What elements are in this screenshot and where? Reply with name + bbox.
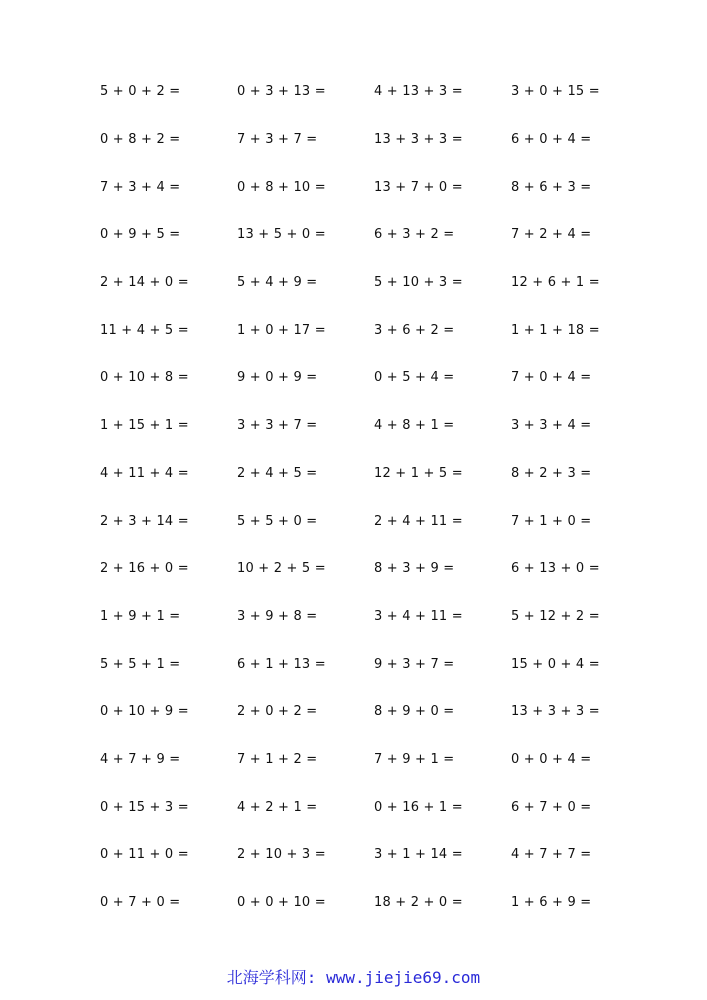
math-problem: 8 + 3 + 9 = — [374, 561, 455, 577]
math-problem: 2 + 14 + 0 = — [100, 275, 189, 291]
math-problem: 13 + 7 + 0 = — [374, 179, 463, 195]
math-problem: 7 + 1 + 2 = — [237, 751, 318, 767]
problem-row — [100, 497, 660, 545]
problem-row — [100, 402, 660, 450]
math-problem: 0 + 5 + 4 = — [374, 370, 455, 386]
math-problem: 0 + 7 + 0 = — [100, 895, 181, 911]
math-problem: 2 + 10 + 3 = — [237, 847, 326, 863]
math-problem: 2 + 0 + 2 = — [237, 704, 318, 720]
problem-row — [100, 736, 660, 784]
math-problem: 11 + 4 + 5 = — [100, 322, 189, 338]
math-problem: 7 + 2 + 4 = — [511, 227, 592, 243]
math-problem: 0 + 0 + 4 = — [511, 751, 592, 767]
math-problem: 18 + 2 + 0 = — [374, 895, 463, 911]
problem-row — [100, 450, 660, 498]
math-problem: 6 + 3 + 2 = — [374, 227, 455, 243]
math-problem: 1 + 1 + 18 = — [511, 322, 600, 338]
math-problem: 2 + 3 + 14 = — [100, 513, 189, 529]
math-problem: 4 + 13 + 3 = — [374, 84, 463, 100]
problem-row — [100, 879, 660, 927]
math-problem: 1 + 15 + 1 = — [100, 418, 189, 434]
math-problem: 4 + 8 + 1 = — [374, 418, 455, 434]
math-problem: 15 + 0 + 4 = — [511, 656, 600, 672]
problem-row — [100, 640, 660, 688]
math-problem: 5 + 0 + 2 = — [100, 84, 181, 100]
math-problem: 0 + 8 + 2 = — [100, 132, 181, 148]
problem-row — [100, 259, 660, 307]
math-problem: 4 + 7 + 7 = — [511, 847, 592, 863]
math-problem: 4 + 7 + 9 = — [100, 751, 181, 767]
math-problem: 0 + 11 + 0 = — [100, 847, 189, 863]
problem-row — [100, 783, 660, 831]
math-problem: 6 + 7 + 0 = — [511, 799, 592, 815]
math-problem: 8 + 9 + 0 = — [374, 704, 455, 720]
math-problem: 3 + 9 + 8 = — [237, 608, 318, 624]
math-problem: 12 + 1 + 5 = — [374, 465, 463, 481]
problem-row — [100, 593, 660, 641]
math-problem: 0 + 10 + 9 = — [100, 704, 189, 720]
math-problem: 6 + 0 + 4 = — [511, 132, 592, 148]
math-problem: 6 + 13 + 0 = — [511, 561, 600, 577]
problem-row — [100, 306, 660, 354]
math-problem: 5 + 10 + 3 = — [374, 275, 463, 291]
math-problem: 0 + 9 + 5 = — [100, 227, 181, 243]
problem-row — [100, 545, 660, 593]
problem-row — [100, 688, 660, 736]
math-problem: 9 + 0 + 9 = — [237, 370, 318, 386]
math-problem: 3 + 3 + 7 = — [237, 418, 318, 434]
problem-row — [100, 116, 660, 164]
math-problem: 5 + 5 + 0 = — [237, 513, 318, 529]
math-problem: 3 + 3 + 4 = — [511, 418, 592, 434]
math-problem: 3 + 6 + 2 = — [374, 322, 455, 338]
math-problem: 7 + 3 + 7 = — [237, 132, 318, 148]
math-problem: 7 + 3 + 4 = — [100, 179, 181, 195]
math-problem: 2 + 16 + 0 = — [100, 561, 189, 577]
math-problem: 13 + 3 + 3 = — [511, 704, 600, 720]
math-problem: 8 + 2 + 3 = — [511, 465, 592, 481]
math-problem: 1 + 0 + 17 = — [237, 322, 326, 338]
math-problem: 2 + 4 + 11 = — [374, 513, 463, 529]
math-problem: 3 + 4 + 11 = — [374, 608, 463, 624]
addition-worksheet — [100, 68, 660, 926]
math-problem: 3 + 0 + 15 = — [511, 84, 600, 100]
math-problem: 5 + 12 + 2 = — [511, 608, 600, 624]
math-problem: 6 + 1 + 13 = — [237, 656, 326, 672]
math-problem: 0 + 3 + 13 = — [237, 84, 326, 100]
problem-row — [100, 831, 660, 879]
math-problem: 3 + 1 + 14 = — [374, 847, 463, 863]
math-problem: 7 + 9 + 1 = — [374, 751, 455, 767]
math-problem: 1 + 6 + 9 = — [511, 895, 592, 911]
math-problem: 2 + 4 + 5 = — [237, 465, 318, 481]
math-problem: 5 + 5 + 1 = — [100, 656, 181, 672]
math-problem: 4 + 11 + 4 = — [100, 465, 189, 481]
math-problem: 8 + 6 + 3 = — [511, 179, 592, 195]
problem-row — [100, 163, 660, 211]
problem-row — [100, 68, 660, 116]
math-problem: 0 + 16 + 1 = — [374, 799, 463, 815]
math-problem: 0 + 0 + 10 = — [237, 895, 326, 911]
math-problem: 7 + 0 + 4 = — [511, 370, 592, 386]
math-problem: 7 + 1 + 0 = — [511, 513, 592, 529]
footer-watermark: 北海学科网: www.jiejie69.com — [226, 968, 481, 987]
math-problem: 5 + 4 + 9 = — [237, 275, 318, 291]
math-problem: 10 + 2 + 5 = — [237, 561, 326, 577]
math-problem: 9 + 3 + 7 = — [374, 656, 455, 672]
math-problem: 4 + 2 + 1 = — [237, 799, 318, 815]
math-problem: 1 + 9 + 1 = — [100, 608, 181, 624]
math-problem: 0 + 8 + 10 = — [237, 179, 326, 195]
math-problem: 12 + 6 + 1 = — [511, 275, 600, 291]
math-problem: 13 + 3 + 3 = — [374, 132, 463, 148]
math-problem: 13 + 5 + 0 = — [237, 227, 326, 243]
problem-row — [100, 211, 660, 259]
math-problem: 0 + 15 + 3 = — [100, 799, 189, 815]
problem-row — [100, 354, 660, 402]
math-problem: 0 + 10 + 8 = — [100, 370, 189, 386]
